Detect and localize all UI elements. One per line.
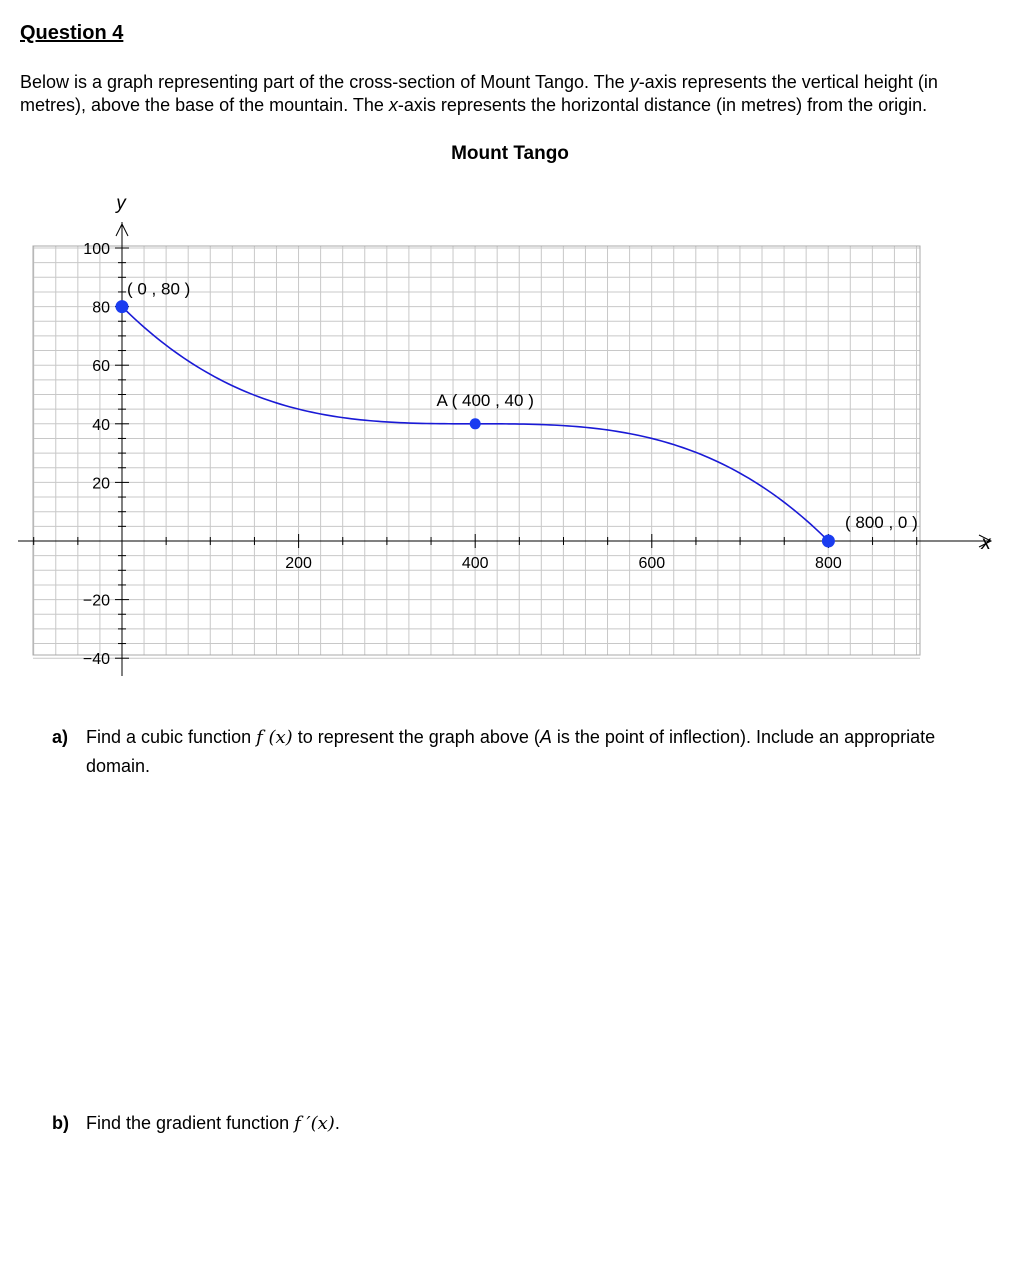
intro-paragraph: Below is a graph representing part of the cross-section of Mount Tango. The y-axis represents the vertical height (in metres), above the base of the mountain. The x-axis represents the horizontal distance (in metres) from the origin. <box>20 72 938 115</box>
question-b-text: Find the gradient function f ′(x). <box>86 1113 340 1134</box>
data-point <box>822 535 835 548</box>
x-tick-label: 400 <box>461 555 489 572</box>
question-title: Question 4 <box>20 22 124 44</box>
x-tick-label: 600 <box>638 555 666 572</box>
data-point <box>470 418 481 429</box>
y-tick-label: 80 <box>92 299 110 317</box>
question-a-text: Find a cubic function f (x) to represent the graph above (A is the point of inflection). Include an appropriate domain. <box>86 727 936 776</box>
point-label: ( 0 , 80 ) <box>127 279 191 299</box>
y-tick-label: 100 <box>83 241 110 258</box>
y-tick-label: 20 <box>92 475 110 493</box>
grid-lines <box>33 246 920 658</box>
question-b-label: b) <box>52 1113 69 1133</box>
point-label: ( 800 , 0 ) <box>845 513 918 532</box>
question-b <box>52 1109 340 1138</box>
y-tick-label: 40 <box>92 416 110 434</box>
x-tick-label: 200 <box>285 555 312 572</box>
x-tick-label: 800 <box>815 555 842 572</box>
data-point <box>116 300 129 313</box>
mount-tango-chart <box>0 180 1020 680</box>
x-axis-label: x <box>981 533 991 554</box>
question-a-label: a) <box>52 727 69 747</box>
point-label: A ( 400 , 40 ) <box>436 390 534 410</box>
y-axis-label: y <box>116 193 126 214</box>
question-a <box>52 723 972 776</box>
chart-title: Mount Tango <box>451 143 569 164</box>
y-tick-label: −40 <box>82 651 110 669</box>
y-tick-label: −20 <box>82 592 110 610</box>
y-tick-label: 60 <box>92 358 110 376</box>
